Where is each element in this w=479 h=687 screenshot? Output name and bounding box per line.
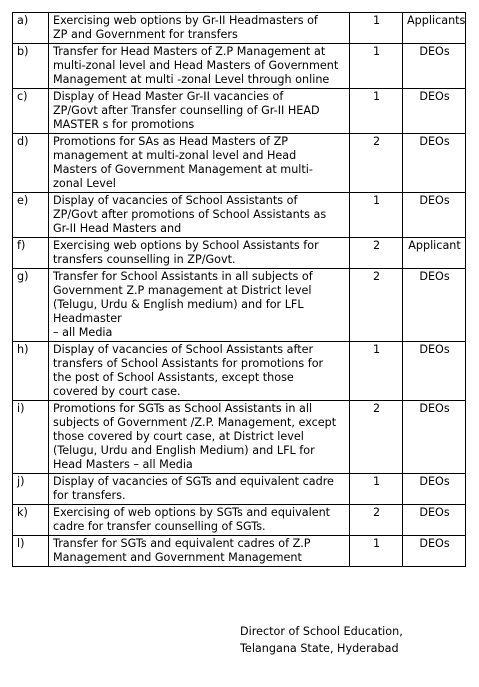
table-row xyxy=(13,269,466,342)
description-line: Transfer for SGTs and equivalent cadres of Z.P xyxy=(53,537,311,550)
description-line: Promotions for SAs as Head Masters of ZP xyxy=(53,135,288,148)
description-line: Display of vacancies of School Assistants of xyxy=(53,194,298,207)
table-row xyxy=(13,474,466,505)
description-line: MASTER s for promotions xyxy=(53,118,195,131)
row-days: 1 xyxy=(350,44,403,89)
description-line: management at multi-zonal level and Head xyxy=(53,149,297,162)
row-days: 1 xyxy=(350,13,403,44)
table-row xyxy=(13,134,466,193)
row-index: i) xyxy=(13,401,49,474)
table-row xyxy=(13,13,466,44)
table-row xyxy=(13,401,466,474)
description-line: cadre for transfer counselling of SGTs. xyxy=(53,520,266,533)
description-line: those covered by court case, at District level xyxy=(53,430,304,443)
description-line: zonal Level xyxy=(53,177,116,190)
description-line: Display of vacancies of SGTs and equivalent cadre xyxy=(53,475,334,488)
table-row xyxy=(13,505,466,536)
row-days: 1 xyxy=(350,536,403,567)
table-row xyxy=(13,89,466,134)
description-line: transfers counselling in ZP/Govt. xyxy=(53,253,236,266)
table-row xyxy=(13,193,466,238)
row-days: 1 xyxy=(350,193,403,238)
row-description xyxy=(49,44,350,89)
row-responsible: DEOs xyxy=(403,269,466,342)
row-description xyxy=(49,401,350,474)
row-days: 2 xyxy=(350,238,403,269)
description-line: (Telugu, Urdu & English medium) and for LFL xyxy=(53,298,304,311)
row-index: f) xyxy=(13,238,49,269)
row-description xyxy=(49,134,350,193)
row-responsible: Applicants xyxy=(403,13,466,44)
description-line: covered by court case. xyxy=(53,385,181,398)
row-index: k) xyxy=(13,505,49,536)
description-line: Gr-II Head Masters and xyxy=(53,222,182,235)
row-days: 2 xyxy=(350,134,403,193)
row-days: 1 xyxy=(350,342,403,401)
description-line: ZP/Govt after promotions of School Assistants as xyxy=(53,208,327,221)
signature-block xyxy=(240,623,403,657)
description-line: Display of Head Master Gr-II vacancies of xyxy=(53,90,284,103)
row-description xyxy=(49,342,350,401)
row-days: 2 xyxy=(350,401,403,474)
row-index: d) xyxy=(13,134,49,193)
description-line: Head Masters – all Media xyxy=(53,458,193,471)
row-description xyxy=(49,193,350,238)
row-responsible: DEOs xyxy=(403,89,466,134)
row-days: 1 xyxy=(350,89,403,134)
row-days: 1 xyxy=(350,474,403,505)
table-row xyxy=(13,238,466,269)
row-responsible: DEOs xyxy=(403,474,466,505)
row-index: a) xyxy=(13,13,49,44)
description-line: ZP/Govt after Transfer counselling of Gr-II HEAD xyxy=(53,104,320,117)
row-description xyxy=(49,536,350,567)
row-responsible: DEOs xyxy=(403,536,466,567)
description-line: Management at multi -zonal Level through online xyxy=(53,73,330,86)
description-line: – all Media xyxy=(53,326,113,339)
row-responsible: DEOs xyxy=(403,193,466,238)
row-responsible: Applicant xyxy=(403,238,466,269)
table-row xyxy=(13,44,466,89)
row-responsible: DEOs xyxy=(403,44,466,89)
row-days: 2 xyxy=(350,505,403,536)
table-row xyxy=(13,536,466,567)
row-responsible: DEOs xyxy=(403,505,466,536)
schedule-table-body xyxy=(13,13,466,567)
signature-location: Telangana State, Hyderabad xyxy=(240,642,399,655)
schedule-table xyxy=(12,12,466,567)
signature-title: Director of School Education, xyxy=(240,625,403,638)
description-line: Headmaster xyxy=(53,312,122,325)
description-line: for transfers. xyxy=(53,489,126,502)
row-index: l) xyxy=(13,536,49,567)
description-line: Government Z.P management at District level xyxy=(53,284,312,297)
description-line: (Telugu, Urdu and English Medium) and LFL for xyxy=(53,444,315,457)
row-index: g) xyxy=(13,269,49,342)
description-line: multi-zonal level and Head Masters of Government xyxy=(53,59,339,72)
description-line: Display of vacancies of School Assistants after xyxy=(53,343,314,356)
row-description xyxy=(49,505,350,536)
description-line: Transfer for Head Masters of Z.P Management at xyxy=(53,45,326,58)
description-line: Exercising web options by School Assistants for xyxy=(53,239,319,252)
description-line: Exercising web options by Gr-II Headmasters of xyxy=(53,14,318,27)
row-description xyxy=(49,238,350,269)
description-line: Masters of Government Management at multi- xyxy=(53,163,313,176)
description-line: Exercising of web options by SGTs and equivalent xyxy=(53,506,331,519)
description-line: transfers of School Assistants for promotions for xyxy=(53,357,324,370)
row-responsible: DEOs xyxy=(403,342,466,401)
row-days: 2 xyxy=(350,269,403,342)
row-index: b) xyxy=(13,44,49,89)
row-index: h) xyxy=(13,342,49,401)
row-description xyxy=(49,89,350,134)
description-line: Management and Government Management xyxy=(53,551,302,564)
row-index: e) xyxy=(13,193,49,238)
row-index: j) xyxy=(13,474,49,505)
row-description xyxy=(49,269,350,342)
row-description xyxy=(49,13,350,44)
description-line: Promotions for SGTs as School Assistants in all xyxy=(53,402,313,415)
table-row xyxy=(13,342,466,401)
description-line: ZP and Government for transfers xyxy=(53,28,238,41)
row-index: c) xyxy=(13,89,49,134)
row-responsible: DEOs xyxy=(403,134,466,193)
description-line: subjects of Government /Z.P. Management, except xyxy=(53,416,337,429)
row-responsible: DEOs xyxy=(403,401,466,474)
description-line: the post of School Assistants, except those xyxy=(53,371,294,384)
description-line: Transfer for School Assistants in all subjects of xyxy=(53,270,313,283)
row-description xyxy=(49,474,350,505)
